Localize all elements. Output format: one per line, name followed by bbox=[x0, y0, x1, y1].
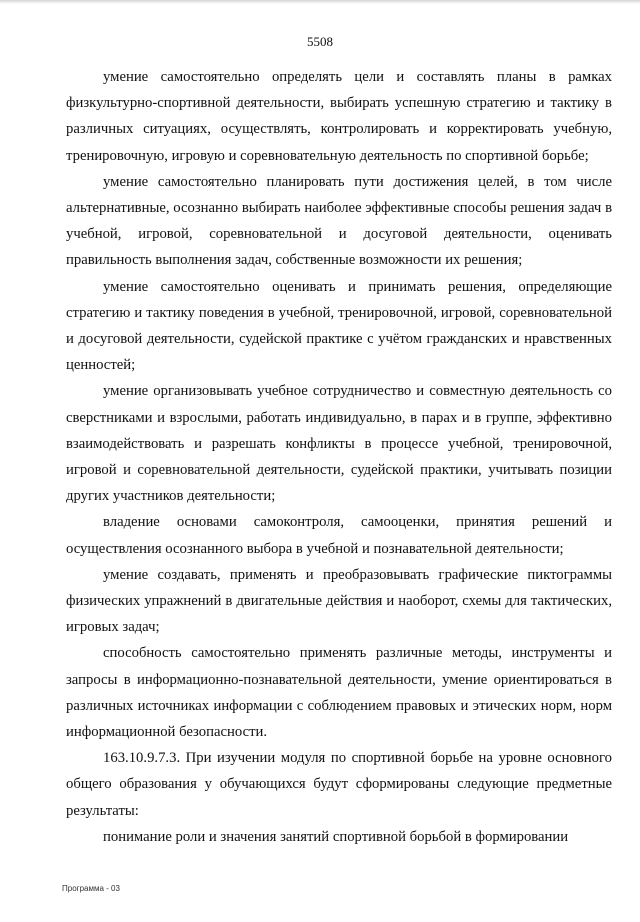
page-number: 5508 bbox=[307, 34, 333, 49]
paragraph-self-control: владение основами самоконтроля, самооценки, принятия решений и осуществления осознанного выбора в учебной и познавательной деятельности; bbox=[66, 514, 612, 557]
paragraph-section-163-10-9-7-3: 163.10.9.7.3. При изучении модуля по спортивной борьбе на уровне основного общего образования у обучающихся будут сформированы следующие предметные результаты: bbox=[66, 750, 612, 819]
paragraph-pictograms: умение создавать, применять и преобразовывать графические пиктограммы физических упражнений в двигательные действия и наоборот, схемы для тактических, игровых задач; bbox=[66, 566, 612, 636]
scan-top-edge bbox=[0, 0, 640, 4]
paragraph-subject-results-start: понимание роли и значения занятий спортивной борьбой в формировании bbox=[103, 828, 569, 845]
footer-program-label: Программа - 03 bbox=[62, 884, 120, 893]
paragraph-planning: умение самостоятельно планировать пути достижения целей, в том числе альтернативные, осознанно выбирать наиболее эффективные способы решения задач в учебной, игровой, соревновательной и досуговой деятельности, оценивать правильность выполнения задач, собственные возможности их решения; bbox=[66, 173, 612, 269]
paragraph-goal-setting: умение самостоятельно определять цели и составлять планы в рамках физкультурно-спортивной деятельности, выбирать успешную стратегию и тактику в различных ситуациях, осуществлять, контролировать и корректировать учебную, тренировочную, игровую и соревновательную деятельность по спортивной борьбе; bbox=[66, 69, 612, 164]
paragraph-decision-making: умение самостоятельно оценивать и принимать решения, определяющие стратегию и тактику поведения в учебной, тренировочной, игровой, соревновательной и досуговой деятельности, судейской практике с учётом гражданских и нравственных ценностей; bbox=[66, 278, 612, 374]
paragraph-cooperation: умение организовывать учебное сотрудничество и совместную деятельность со сверстниками и взрослыми, работать индивидуально, в парах и в группе, эффективно взаимодействовать и разрешать конфликты в процессе учебной, тренировочной, игровой и соревновательной деятельности, судейской практики, учитывать позиции других участников деятельности; bbox=[66, 383, 612, 505]
paragraph-information-methods: способность самостоятельно применять различные методы, инструменты и запросы в информационно-познавательной деятельности, умение ориентироваться в различных источниках информации с соблюдением правовых и этических норм, норм информационной безопасности. bbox=[66, 645, 612, 741]
document-body bbox=[66, 64, 612, 850]
